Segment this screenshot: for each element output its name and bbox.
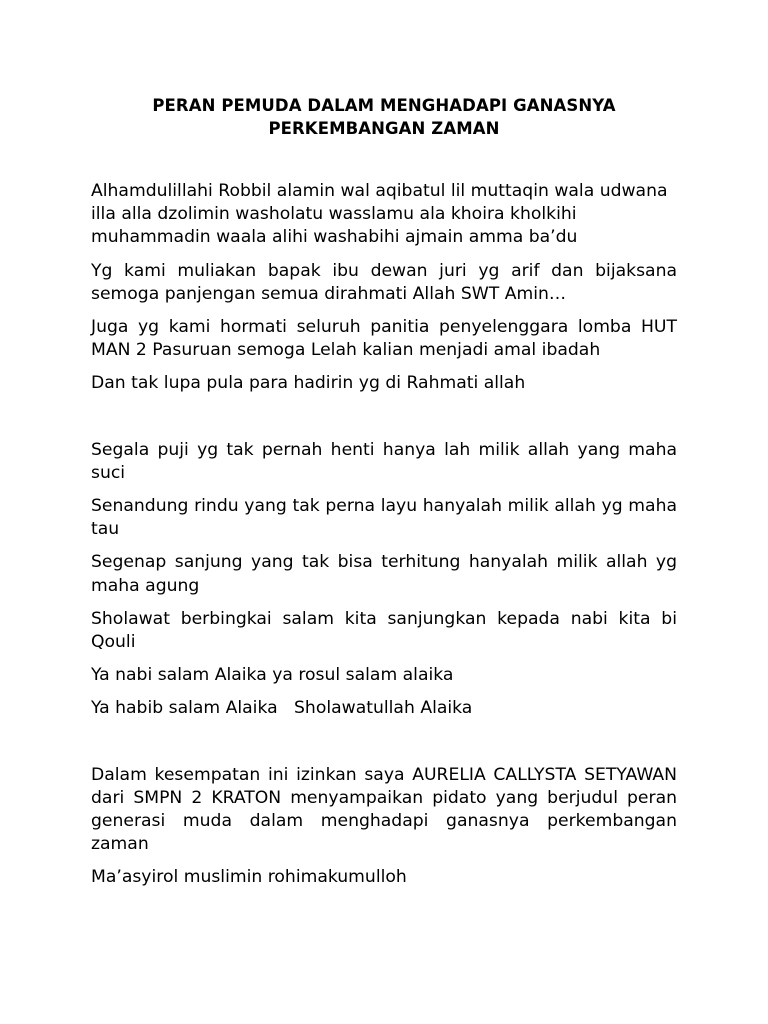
paragraph-praise-3: Segenap sanjung yang tak bisa terhitung hanyalah milik allah yg maha agung	[91, 552, 677, 596]
paragraph-greeting-committee: Juga yg kami hormati seluruh panitia penyelenggara lomba HUT MAN 2 Pasuruan semoga Lelah kalian menjadi amal ibadah	[91, 317, 677, 361]
title-line-1: PERAN PEMUDA DALAM MENGHADAPI GANASNYA	[152, 96, 616, 115]
paragraph-praise-1: Segala puji yg tak pernah henti hanya lah milik allah yang maha suci	[91, 439, 677, 483]
paragraph-greeting-judges: Yg kami muliakan bapak ibu dewan juri yg arif dan bijaksana semoga panjengan semua dirahmati Allah SWT Amin…	[91, 260, 677, 304]
paragraph-sholawat: Sholawat berbingkai salam kita sanjungkan kepada nabi kita bi Qouli	[91, 608, 677, 653]
paragraph-salam-2: Ya habib salam Alaika Sholawatullah Alaika	[91, 698, 473, 719]
document-body	[91, 180, 677, 900]
paragraph-greeting-audience: Dan tak lupa pula para hadirin yg di Rahmati allah	[91, 373, 526, 394]
paragraph-praise-2: Senandung rindu yang tak perna layu hanyalah milik allah yg maha tau	[91, 496, 677, 540]
paragraph-opening-prayer: Alhamdulillahi Robbil alamin wal aqibatul lil muttaqin wala udwana illa alla dzolimin washolatu wasslamu ala khoira kholkihi muhammadin waala alihi washabihi ajmain amma ba’du	[91, 181, 668, 248]
paragraph-introduction: Dalam kesempatan ini izinkan saya AURELIA CALLYSTA SETYAWAN dari SMPN 2 KRATON menyampaikan pidato yang berjudul peran generasi muda dalam menghadapi ganasnya perkembangan zaman	[91, 764, 677, 855]
paragraph-address: Ma’asyirol muslimin rohimakumulloh	[91, 867, 407, 888]
title-line-2: PERKEMBANGAN ZAMAN	[268, 119, 500, 138]
document-title	[92, 94, 676, 140]
paragraph-spacer	[91, 406, 677, 439]
paragraph-salam-1: Ya nabi salam Alaika ya rosul salam alaika	[91, 665, 454, 686]
paragraph-spacer	[91, 731, 677, 764]
